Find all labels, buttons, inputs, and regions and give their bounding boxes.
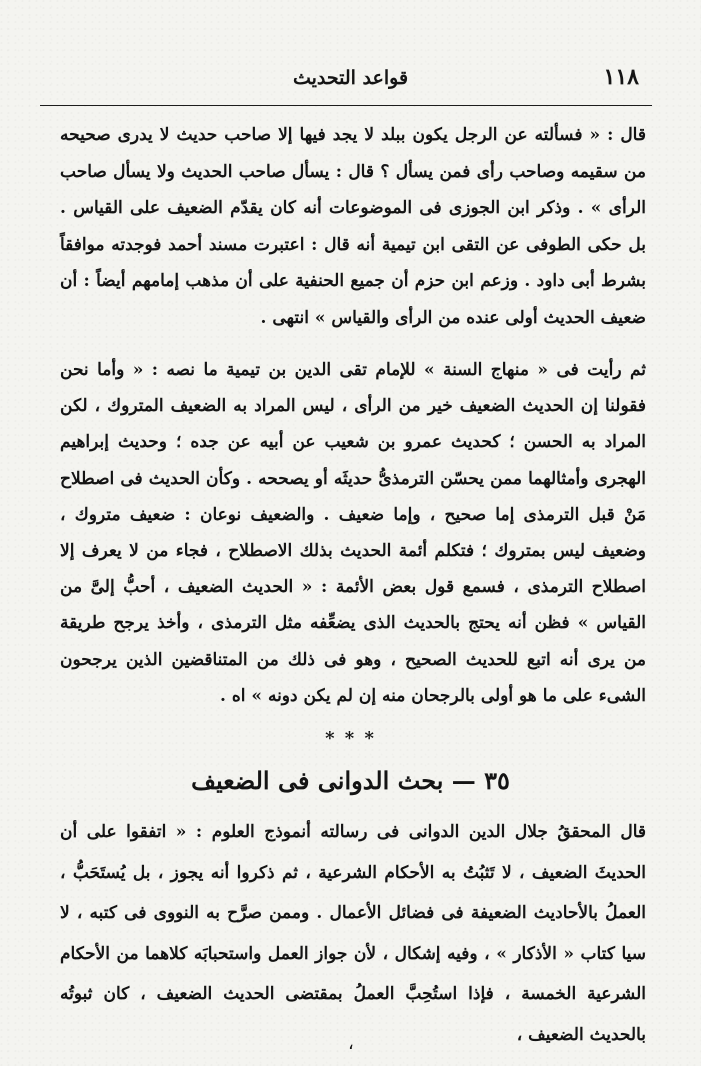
- running-title: قواعد التحديث: [292, 67, 409, 89]
- paragraph-1: قال : « فسألته عن الرجل يكون ببلد لا يجد فيها إلا صاحب حديث لا يدرى صحيحه من سقيمه وصاحب رأى فمن يسأل ؟ قال : يسأل صاحب الحديث ولا يسأل صاحب الرأى » . وذكر ابن الجوزى فى الموضوعات أنه كان يقدّم الضعيف على القياس . بل حكى الطوفى عن التقى ابن تيمية أنه قال : اعتبرت مسند أحمد فوجدته موافقاً بشرط أبى داود . وزعم ابن حزم أن جميع الحنفية على أن مذهب إمامهم أيضاً : أن ضعيف الحديث أولى عنده من الرأى والقياس » انتهى .: [60, 125, 646, 328]
- paragraph-2: ثم رأيت فى « منهاج السنة » للإمام تقى الدين بن تيمية ما نصه : « وأما نحن فقولنا إن الحديث الضعيف خير من الرأى ، ليس المراد به الضعيف المتروك ، لكن المراد به الحسن ؛ كحديث عمرو بن شعيب عن أبيه عن جده ؛ وحديث إبراهيم الهجرى وأمثالهما ممن يحسّن الترمذىُّ حديثَه أو يصححه . وكأن الحديث فى اصطلاح مَنْ قبل الترمذى إما صحيح ، وإما ضعيف . والضعيف نوعان : ضعيف متروك ، وضعيف ليس بمتروك ؛ فتكلم أئمة الحديث بذلك الاصطلاح ، فجاء من لا يعرف إلا اصطلاح الترمذى ، فسمع قول بعض الأئمة : « الحديث الضعيف ، أحبُّ إلىَّ من القياس » فظن أنه يحتج بالحديث الذى يضعِّفه مثل الترمذى ، وأخذ يرجح طريقة من يرى أنه اتبع للحديث الصحيح ، وهو فى ذلك من المتناقضين الذين يرجحون الشىء على ما هو أولى بالرجحان منه إن لم يكن دونه » اه .: [60, 360, 646, 706]
- header-rule: [40, 105, 652, 106]
- section-heading: ٣٥ — بحث الدوانى فى الضعيف: [191, 766, 510, 795]
- section-separator: * * *: [325, 728, 376, 749]
- footer-mark: ،: [348, 1033, 354, 1054]
- page-header: [52, 62, 649, 92]
- paragraph-3: قال المحققُ جلال الدين الدوانى فى رسالته أنموذج العلوم : « اتفقوا على أن الحديثَ الضعيف ، لا تَثبُتُ به الأحكام الشرعية ، ثم ذكروا أنه يجوز ، بل يُستَحَبُّ ، العملُ بالأحاديث الضعيفة فى فضائل الأعمال . وممن صرَّح به النووى فى كتبه ، لا سيا كتاب « الأذكار » ، وفيه إشكال ، لأن جواز العمل واستحبابَه كلاهما من الأحكام الشرعية الخمسة ، فإذا استُحِبَّ العملُ بمقتضى الحديث الضعيف ، كان ثبوتُه بالحديث الضعيف ،: [60, 822, 646, 1045]
- page-number: ١١٨: [603, 64, 639, 90]
